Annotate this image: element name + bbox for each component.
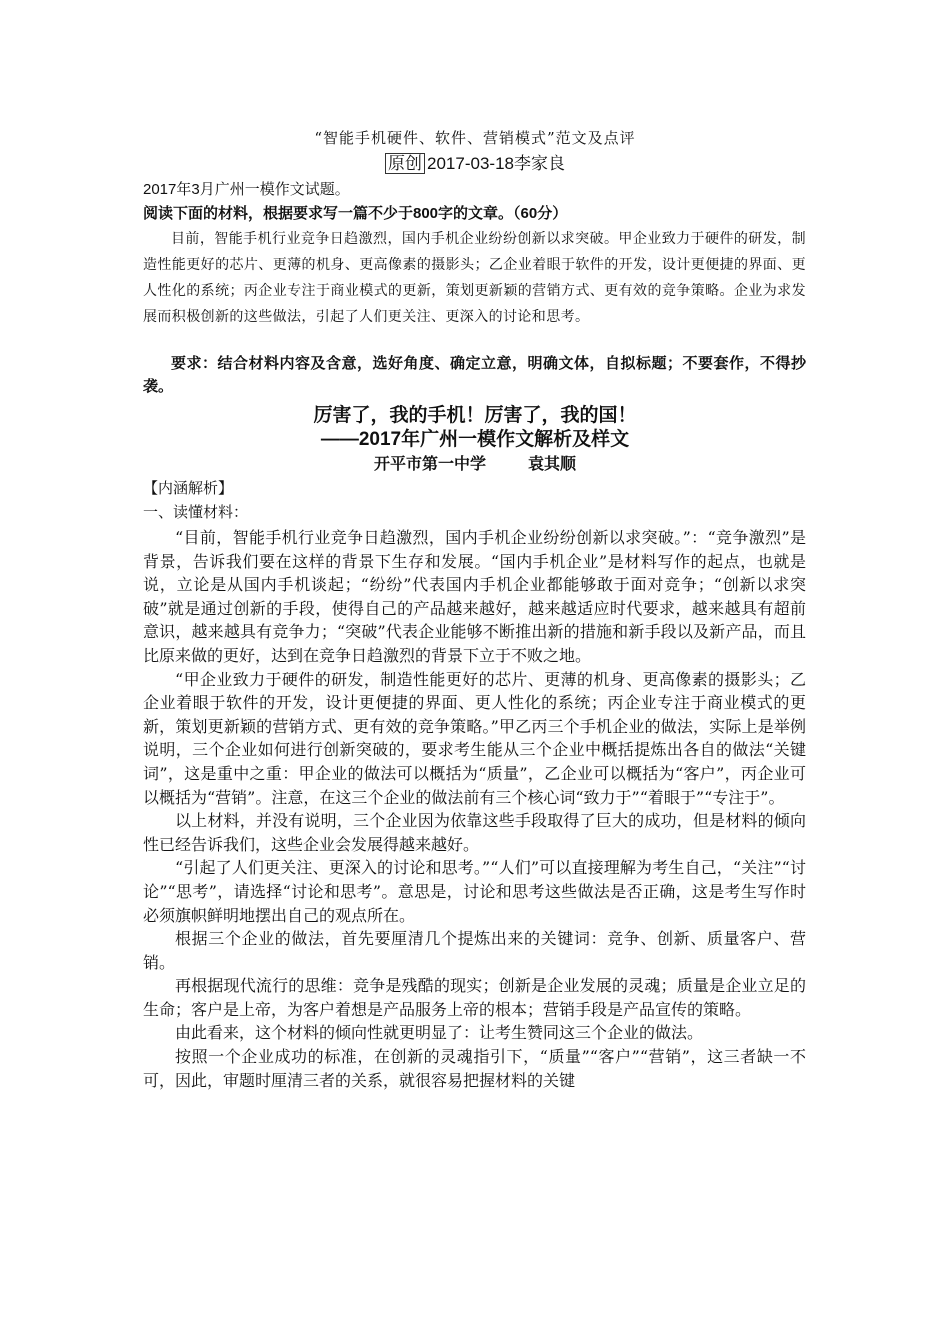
- section-label: 【内涵解析】: [143, 479, 234, 497]
- paragraph: 按照一个企业成功的标准，在创新的灵魂指引下，“质量”“客户”“营销”，这三者缺一不可，因此，审题时厘清三者的关系，就很容易把握材料的关键: [143, 1047, 806, 1090]
- exam-source: 2017年3月广州一模作文试题。: [143, 181, 350, 198]
- paragraph: “甲企业致力于硬件的研发，制造性能更好的芯片、更薄的机身、更高像素的摄影头；乙企业着眼于软件的开发，设计更便捷的界面、更人性化的系统；丙企业专注于商业模式的更新，策划更新颖的营销方式、更有效的竞争策略。”甲乙丙三个手机企业的做法，实际上是举例说明，三个企业如何进行创新突破的，要求考生能从三个企业中概括提炼出各自的做法“关键词”，这是重中之重：甲企业的做法可以概括为“质量”，乙企业可以概括为“客户”，丙企业可以概括为“营销”。注意，在这三个企业的做法前有三个核心词“致力于”“着眼于”“专注于”。: [143, 669, 806, 807]
- exam-requirement: 要求：结合材料内容及含意，选好角度、确定立意，明确文体，自拟标题；不要套作，不得抄袭。: [143, 355, 806, 395]
- exam-material: 目前，智能手机行业竞争日趋激烈，国内手机企业纷纷创新以求突破。甲企业致力于硬件的研发，制造性能更好的芯片、更薄的机身、更高像素的摄影头；乙企业着眼于软件的开发，设计更便捷的界面、更人性化的系统；丙企业专注于商业模式的更新，策划更新颖的营销方式、更有效的竞争策略。企业为求发展而积极创新的这些做法，引起了人们更关注、更深入的讨论和思考。: [143, 231, 806, 325]
- essay-byline: [0, 451, 950, 474]
- paragraph: 以上材料，并没有说明，三个企业因为依靠这些手段取得了巨大的成功，但是材料的倾向性已经告诉我们，这些企业会发展得越来越好。: [143, 811, 806, 854]
- essay-subtitle: ——2017年广州一模作文解析及样文: [320, 429, 630, 450]
- paragraph: 再根据现代流行的思维：竞争是残酷的现实；创新是企业发展的灵魂；质量是企业立足的生命；客户是上帝，为客户着想是产品服务上帝的根本；营销手段是产品宣传的策略。: [143, 976, 806, 1019]
- paragraph: “引起了人们更关注、更深入的讨论和思考。”“人们”可以直接理解为考生自己，“关注”“讨论”“思考”，请选择“讨论和思考”。意思是，讨论和思考这些做法是否正确，这是考生写作时必须旗帜鲜明地摆出自己的观点所在。: [143, 858, 806, 925]
- exam-instruction: 阅读下面的材料，根据要求写一篇不少于800字的文章。（60分）: [143, 205, 568, 222]
- essay-title: 厉害了，我的手机！厉害了，我的国！: [313, 405, 637, 426]
- paragraph: 根据三个企业的做法，首先要厘清几个提炼出来的关键词：竞争、创新、质量客户、营销。: [143, 929, 806, 972]
- article-title: “智能手机硬件、软件、营销模式”范文及点评: [314, 129, 636, 147]
- author-name: 袁其顺: [528, 456, 577, 473]
- school-name: 开平市第一中学: [373, 456, 486, 473]
- byline: [0, 149, 950, 174]
- essay-body: [143, 526, 806, 1092]
- original-tag: 原创: [385, 153, 425, 174]
- paragraph: 由此看来，这个材料的倾向性就更明显了：让考生赞同这三个企业的做法。: [175, 1023, 704, 1043]
- date-author: 2017-03-18李家良: [427, 154, 565, 173]
- subsection-label: 一、读懂材料：: [143, 503, 249, 521]
- paragraph: “目前，智能手机行业竞争日趋激烈，国内手机企业纷纷创新以求突破。”：“竞争激烈”是背景，告诉我们要在这样的背景下生存和发展。“国内手机企业”是材料写作的起点，也就是说，立论是从国内手机谈起；“纷纷”代表国内手机企业都能够敢于面对竞争；“创新以求突破”就是通过创新的手段，使得自己的产品越来越好，越来越适应时代要求，越来越具有超前意识，越来越具有竞争力；“突破”代表企业能够不断推出新的措施和新手段以及新产品，而且比原来做的更好，达到在竞争日趋激烈的背景下立于不败之地。: [143, 528, 806, 665]
